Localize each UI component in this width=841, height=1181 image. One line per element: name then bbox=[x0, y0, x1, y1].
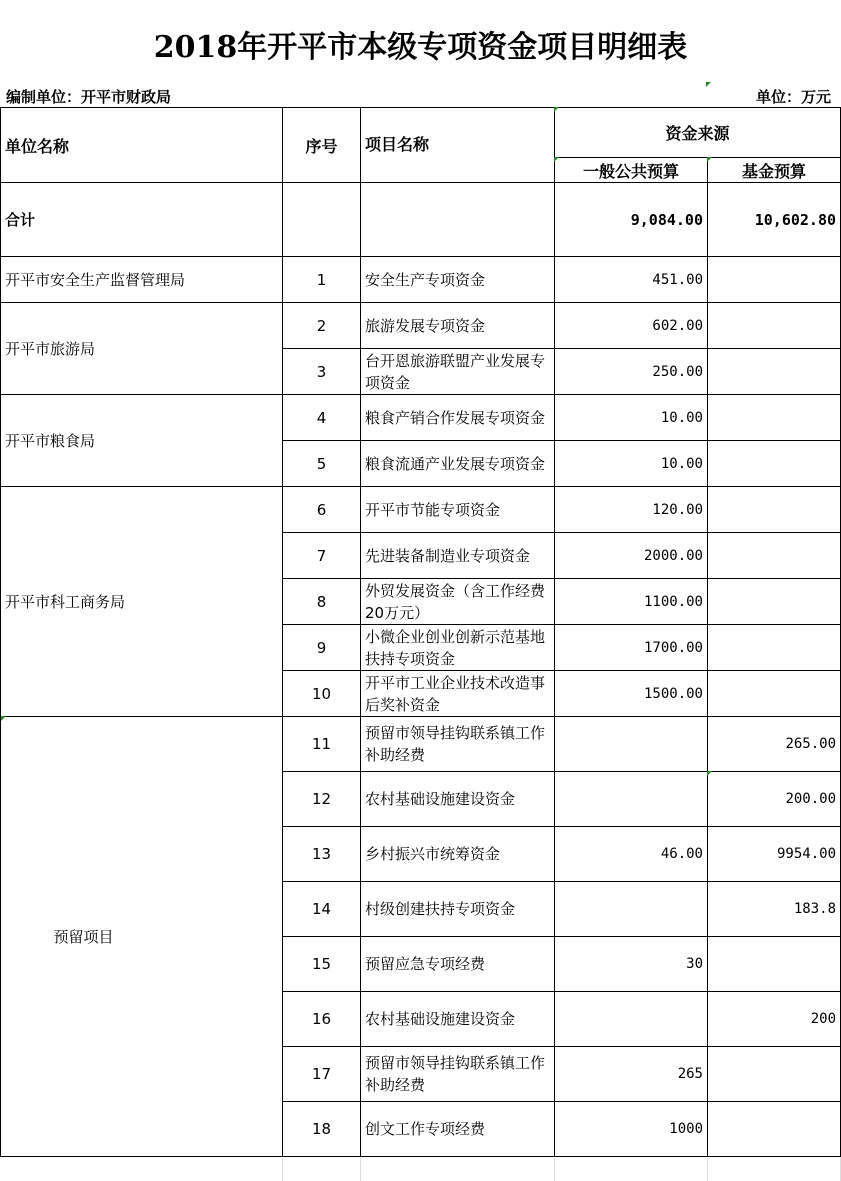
seq-cell: 6 bbox=[283, 487, 361, 533]
seq-cell: 8 bbox=[283, 579, 361, 625]
fund-cell bbox=[708, 1047, 841, 1102]
unit-cell: 开平市旅游局 bbox=[1, 303, 283, 395]
project-cell: 农村基础设施建设资金 bbox=[361, 772, 555, 827]
seq-cell: 17 bbox=[283, 1047, 361, 1102]
unit-cell: 开平市粮食局 bbox=[1, 395, 283, 487]
table-row bbox=[1, 257, 841, 303]
general-cell bbox=[555, 717, 708, 772]
general-cell: 265 bbox=[555, 1047, 708, 1102]
seq-cell: 3 bbox=[283, 349, 361, 395]
general-cell: 10.00 bbox=[555, 441, 708, 487]
project-cell: 粮食产销合作发展专项资金 bbox=[361, 395, 555, 441]
seq-cell: 5 bbox=[283, 441, 361, 487]
cell-marker-icon bbox=[1, 716, 6, 721]
fund-cell bbox=[708, 257, 841, 303]
empty-sheet-row bbox=[0, 1157, 841, 1181]
general-cell: 250.00 bbox=[555, 349, 708, 395]
header-general-budget: 一般公共预算 bbox=[555, 158, 708, 183]
seq-cell: 10 bbox=[283, 671, 361, 717]
seq-cell: 18 bbox=[283, 1102, 361, 1157]
fund-cell bbox=[708, 937, 841, 992]
total-fund: 10,602.80 bbox=[708, 183, 841, 257]
project-cell: 村级创建扶持专项资金 bbox=[361, 882, 555, 937]
cell-marker-icon bbox=[554, 157, 559, 162]
fund-cell: 9954.00 bbox=[708, 827, 841, 882]
general-cell: 1500.00 bbox=[555, 671, 708, 717]
general-cell bbox=[555, 992, 708, 1047]
table-row bbox=[1, 303, 841, 349]
table-row bbox=[1, 395, 841, 441]
project-cell: 乡村振兴市统筹资金 bbox=[361, 827, 555, 882]
seq-cell: 11 bbox=[283, 717, 361, 772]
cell-marker-icon bbox=[707, 157, 712, 162]
project-cell: 粮食流通产业发展专项资金 bbox=[361, 441, 555, 487]
fund-cell bbox=[708, 349, 841, 395]
project-cell: 农村基础设施建设资金 bbox=[361, 992, 555, 1047]
header-unit-name: 单位名称 bbox=[1, 108, 283, 183]
seq-cell: 4 bbox=[283, 395, 361, 441]
header-fund-budget: 基金预算 bbox=[708, 158, 841, 183]
seq-cell: 9 bbox=[283, 625, 361, 671]
seq-cell: 2 bbox=[283, 303, 361, 349]
header-fund-source: 资金来源 bbox=[555, 108, 841, 158]
seq-cell: 1 bbox=[283, 257, 361, 303]
project-cell: 安全生产专项资金 bbox=[361, 257, 555, 303]
page-title: 2018年开平市本级专项资金项目明细表 bbox=[153, 30, 688, 65]
fund-cell bbox=[708, 303, 841, 349]
general-cell: 120.00 bbox=[555, 487, 708, 533]
compiler-label: 编制单位：开平市财政局 bbox=[6, 88, 172, 106]
general-cell: 451.00 bbox=[555, 257, 708, 303]
seq-cell: 16 bbox=[283, 992, 361, 1047]
project-cell: 小微企业创业创新示范基地扶持专项资金 bbox=[361, 625, 555, 671]
project-cell: 旅游发展专项资金 bbox=[361, 303, 555, 349]
seq-cell: 13 bbox=[283, 827, 361, 882]
fund-cell bbox=[708, 441, 841, 487]
general-cell: 30 bbox=[555, 937, 708, 992]
cell-marker-icon bbox=[554, 107, 559, 112]
table-row bbox=[1, 717, 841, 772]
cell-marker-icon bbox=[707, 771, 712, 776]
seq-cell: 14 bbox=[283, 882, 361, 937]
project-cell: 台开恩旅游联盟产业发展专项资金 bbox=[361, 349, 555, 395]
general-cell: 46.00 bbox=[555, 827, 708, 882]
seq-cell: 7 bbox=[283, 533, 361, 579]
general-cell bbox=[555, 772, 708, 827]
general-cell: 1000 bbox=[555, 1102, 708, 1157]
project-cell: 预留应急专项经费 bbox=[361, 937, 555, 992]
cell-marker-icon bbox=[706, 82, 711, 87]
unit-cell: 开平市安全生产监督管理局 bbox=[1, 257, 283, 303]
project-cell: 开平市工业企业技术改造事后奖补资金 bbox=[361, 671, 555, 717]
fund-table bbox=[0, 107, 841, 1157]
project-cell: 开平市节能专项资金 bbox=[361, 487, 555, 533]
project-cell: 先进装备制造业专项资金 bbox=[361, 533, 555, 579]
fund-cell: 200.00 bbox=[708, 772, 841, 827]
project-cell: 预留市领导挂钩联系镇工作补助经费 bbox=[361, 1047, 555, 1102]
fund-cell: 200 bbox=[708, 992, 841, 1047]
table-row bbox=[1, 487, 841, 533]
general-cell: 602.00 bbox=[555, 303, 708, 349]
fund-cell bbox=[708, 533, 841, 579]
general-cell: 1700.00 bbox=[555, 625, 708, 671]
unit-cell: 开平市科工商务局 bbox=[1, 487, 283, 717]
project-cell: 外贸发展资金（含工作经费20万元） bbox=[361, 579, 555, 625]
header-project-name: 项目名称 bbox=[361, 108, 555, 183]
fund-cell bbox=[708, 625, 841, 671]
fund-cell: 183.8 bbox=[708, 882, 841, 937]
fund-cell bbox=[708, 579, 841, 625]
fund-cell bbox=[708, 1102, 841, 1157]
general-cell: 2000.00 bbox=[555, 533, 708, 579]
project-cell: 创文工作专项经费 bbox=[361, 1102, 555, 1157]
total-general: 9,084.00 bbox=[555, 183, 708, 257]
fund-cell bbox=[708, 395, 841, 441]
unit-label: 单位：万元 bbox=[755, 88, 831, 106]
fund-cell bbox=[708, 671, 841, 717]
general-cell bbox=[555, 882, 708, 937]
fund-cell: 265.00 bbox=[708, 717, 841, 772]
general-cell: 10.00 bbox=[555, 395, 708, 441]
total-label: 合计 bbox=[1, 183, 283, 257]
header-seq: 序号 bbox=[283, 108, 361, 183]
general-cell: 1100.00 bbox=[555, 579, 708, 625]
fund-cell bbox=[708, 487, 841, 533]
seq-cell: 12 bbox=[283, 772, 361, 827]
project-cell: 预留市领导挂钩联系镇工作补助经费 bbox=[361, 717, 555, 772]
seq-cell: 15 bbox=[283, 937, 361, 992]
unit-cell: 预留项目 bbox=[1, 717, 283, 1157]
